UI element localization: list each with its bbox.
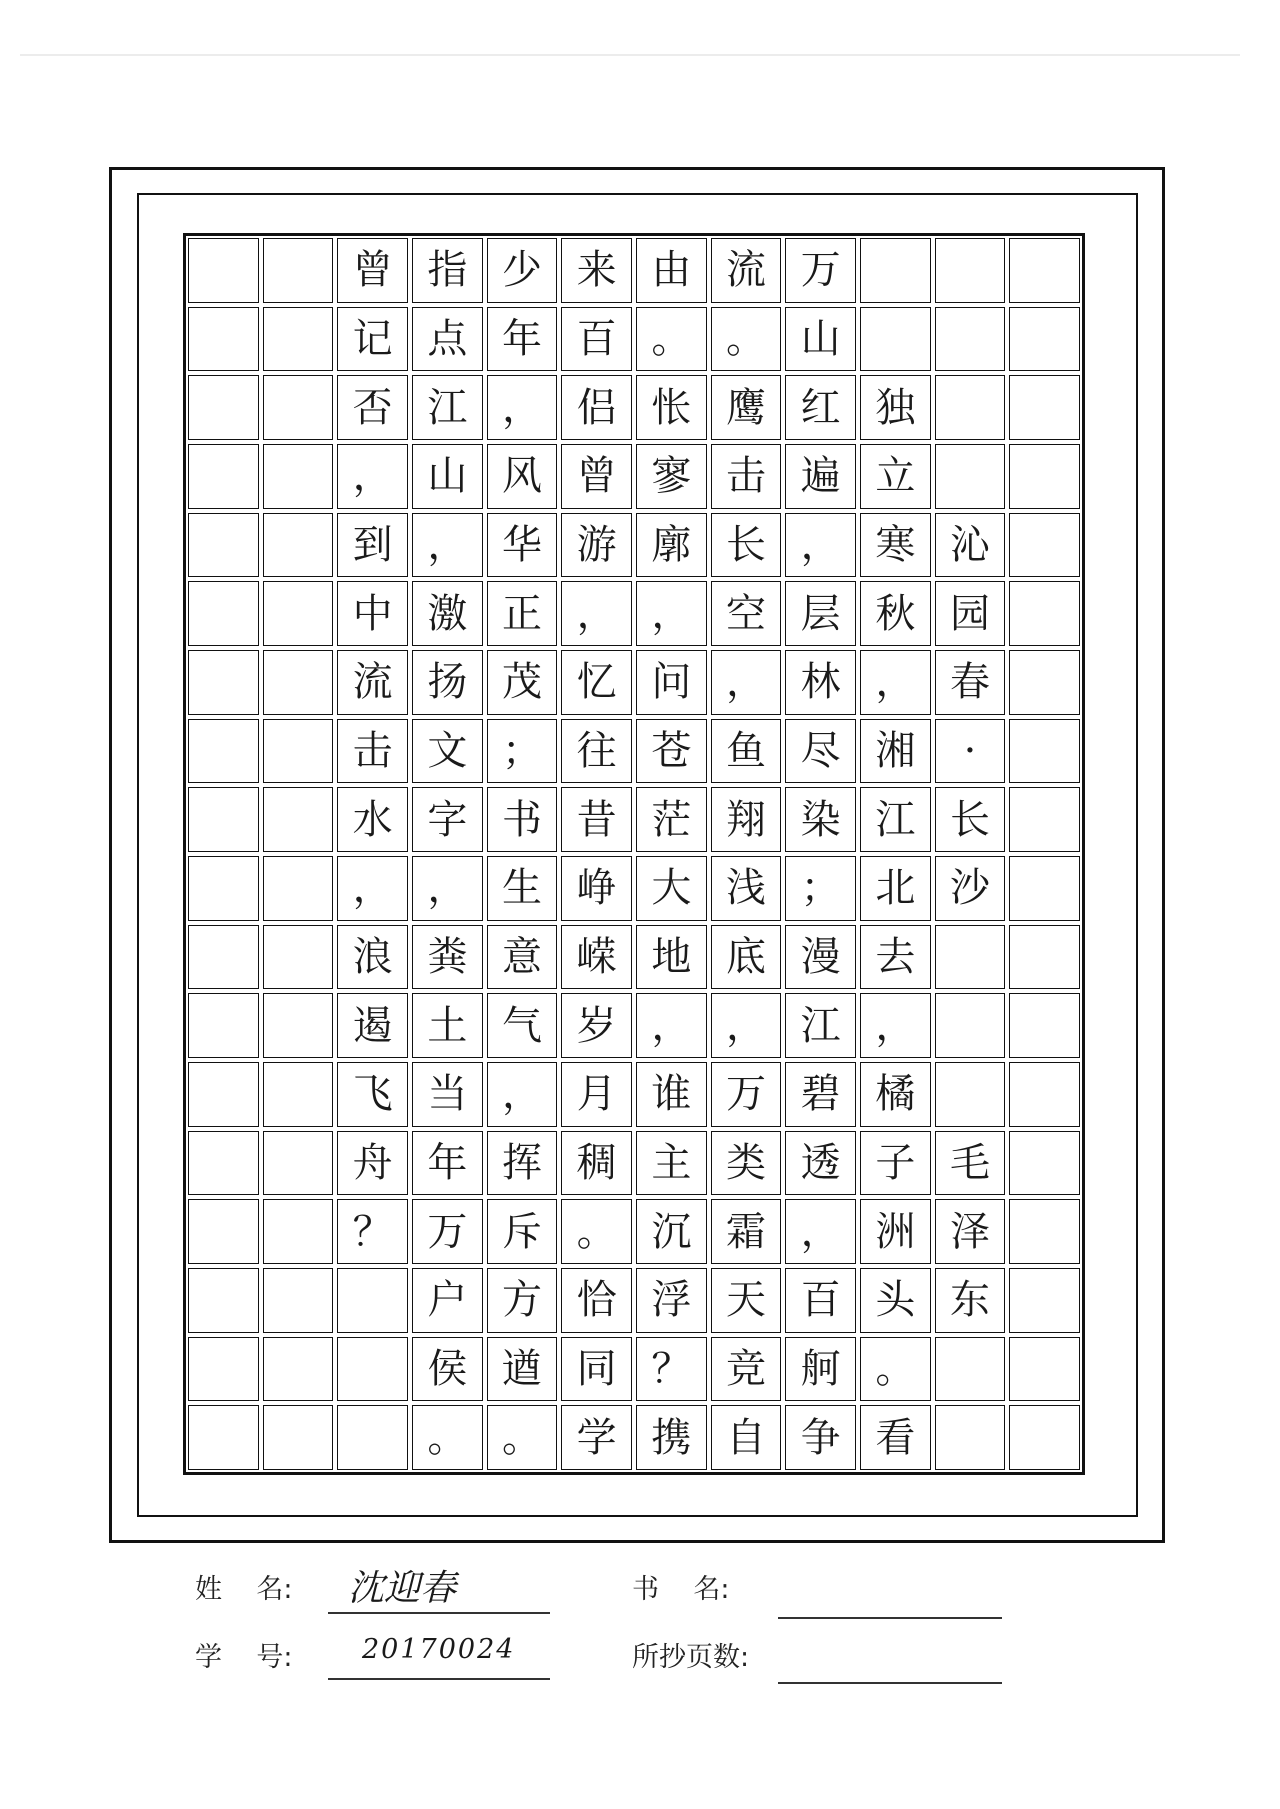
grid-cell: 茫 bbox=[636, 787, 707, 852]
grid-cell: ？ bbox=[636, 1337, 707, 1402]
grid-cell: 沁 bbox=[935, 513, 1006, 578]
grid-cell: 北 bbox=[860, 856, 931, 921]
grid-cell: 流 bbox=[337, 650, 408, 715]
grid-cell: 山 bbox=[785, 307, 856, 372]
grid-cell: 去 bbox=[860, 925, 931, 990]
grid-cell: 浪 bbox=[337, 925, 408, 990]
grid-cell bbox=[263, 993, 334, 1058]
calligraphy-grid bbox=[183, 233, 1085, 1475]
grid-cell: 书 bbox=[487, 787, 558, 852]
grid-cell bbox=[263, 238, 334, 303]
grid-cell: 方 bbox=[487, 1268, 558, 1333]
grid-cell: 由 bbox=[636, 238, 707, 303]
grid-cell bbox=[188, 787, 259, 852]
grid-cell bbox=[935, 375, 1006, 440]
grid-cell: 沙 bbox=[935, 856, 1006, 921]
grid-cell: 土 bbox=[412, 993, 483, 1058]
grid-cell: ， bbox=[785, 513, 856, 578]
grid-cell bbox=[337, 1405, 408, 1470]
name-value: 沈迎春 bbox=[348, 1568, 457, 1609]
grid-cell: ， bbox=[487, 375, 558, 440]
grid-cell bbox=[935, 925, 1006, 990]
grid-cell: 立 bbox=[860, 444, 931, 509]
book-label: 书 名: bbox=[632, 1574, 730, 1605]
grid-cell: 万 bbox=[785, 238, 856, 303]
grid-cell: 来 bbox=[561, 238, 632, 303]
grid-cell: 毛 bbox=[935, 1131, 1006, 1196]
grid-cell: 舟 bbox=[337, 1131, 408, 1196]
grid-cell: 字 bbox=[412, 787, 483, 852]
grid-cell: 到 bbox=[337, 513, 408, 578]
grid-cell: 遍 bbox=[785, 444, 856, 509]
grid-cell bbox=[188, 375, 259, 440]
grid-cell bbox=[263, 787, 334, 852]
grid-cell: 染 bbox=[785, 787, 856, 852]
grid-cell: 稠 bbox=[561, 1131, 632, 1196]
grid-cell: 同 bbox=[561, 1337, 632, 1402]
grid-cell: 橘 bbox=[860, 1062, 931, 1127]
grid-cell: 万 bbox=[711, 1062, 782, 1127]
grid-cell: 。 bbox=[860, 1337, 931, 1402]
grid-cell bbox=[337, 1337, 408, 1402]
grid-cell: 翔 bbox=[711, 787, 782, 852]
grid-cell bbox=[935, 1062, 1006, 1127]
grid-cell: 。 bbox=[711, 307, 782, 372]
grid-cell bbox=[188, 307, 259, 372]
grid-cell bbox=[263, 444, 334, 509]
grid-cell bbox=[188, 581, 259, 646]
grid-cell: 东 bbox=[935, 1268, 1006, 1333]
grid-cell bbox=[263, 513, 334, 578]
grid-cell: ， bbox=[412, 513, 483, 578]
grid-cell bbox=[1009, 856, 1080, 921]
grid-cell: 。 bbox=[412, 1405, 483, 1470]
grid-cell: 。 bbox=[561, 1199, 632, 1264]
grid-cell bbox=[263, 925, 334, 990]
grid-cell bbox=[1009, 1337, 1080, 1402]
grid-cell: 恰 bbox=[561, 1268, 632, 1333]
grid-cell bbox=[188, 1337, 259, 1402]
grid-cell: 挥 bbox=[487, 1131, 558, 1196]
grid-cell: 百 bbox=[785, 1268, 856, 1333]
grid-cell bbox=[1009, 581, 1080, 646]
grid-cell: ， bbox=[785, 1199, 856, 1264]
grid-cell: 地 bbox=[636, 925, 707, 990]
grid-cell: 底 bbox=[711, 925, 782, 990]
grid-cell bbox=[935, 993, 1006, 1058]
grid-cell: 空 bbox=[711, 581, 782, 646]
grid-cell bbox=[1009, 1405, 1080, 1470]
grid-cell bbox=[188, 856, 259, 921]
grid-cell: 学 bbox=[561, 1405, 632, 1470]
grid-cell: 气 bbox=[487, 993, 558, 1058]
grid-cell bbox=[1009, 375, 1080, 440]
grid-cell: 天 bbox=[711, 1268, 782, 1333]
grid-cell: 自 bbox=[711, 1405, 782, 1470]
grid-cell: 激 bbox=[412, 581, 483, 646]
grid-cell: 记 bbox=[337, 307, 408, 372]
grid-cell bbox=[263, 856, 334, 921]
grid-cell: 长 bbox=[711, 513, 782, 578]
grid-cell: 往 bbox=[561, 719, 632, 784]
grid-cell bbox=[935, 444, 1006, 509]
grid-cell bbox=[263, 1268, 334, 1333]
grid-cell: 泽 bbox=[935, 1199, 1006, 1264]
grid-cell bbox=[188, 1131, 259, 1196]
grid-cell bbox=[935, 307, 1006, 372]
grid-cell bbox=[935, 238, 1006, 303]
grid-cell bbox=[1009, 650, 1080, 715]
grid-cell: 文 bbox=[412, 719, 483, 784]
grid-cell: 透 bbox=[785, 1131, 856, 1196]
grid-cell: ？ bbox=[337, 1199, 408, 1264]
grid-cell: 江 bbox=[412, 375, 483, 440]
grid-cell: 指 bbox=[412, 238, 483, 303]
grid-cell bbox=[188, 993, 259, 1058]
grid-cell: 林 bbox=[785, 650, 856, 715]
grid-cell: 秋 bbox=[860, 581, 931, 646]
grid-cell bbox=[188, 1199, 259, 1264]
grid-cell: 竞 bbox=[711, 1337, 782, 1402]
grid-cell: 大 bbox=[636, 856, 707, 921]
grid-cell: 霜 bbox=[711, 1199, 782, 1264]
grid-cell: ， bbox=[711, 650, 782, 715]
grid-cell: 尽 bbox=[785, 719, 856, 784]
grid-cell: 峥 bbox=[561, 856, 632, 921]
grid-cell bbox=[1009, 1062, 1080, 1127]
grid-cell: 茂 bbox=[487, 650, 558, 715]
grid-cell: 正 bbox=[487, 581, 558, 646]
grid-cell: 月 bbox=[561, 1062, 632, 1127]
grid-cell bbox=[263, 581, 334, 646]
grid-cell: 斥 bbox=[487, 1199, 558, 1264]
grid-cell bbox=[263, 650, 334, 715]
grid-cell: ， bbox=[337, 444, 408, 509]
grid-cell: 侣 bbox=[561, 375, 632, 440]
grid-cell: ； bbox=[487, 719, 558, 784]
grid-cell: ， bbox=[636, 581, 707, 646]
grid-cell bbox=[1009, 1131, 1080, 1196]
grid-cell: 鱼 bbox=[711, 719, 782, 784]
grid-cell: 否 bbox=[337, 375, 408, 440]
grid-cell: 洲 bbox=[860, 1199, 931, 1264]
grid-cell: 主 bbox=[636, 1131, 707, 1196]
grid-cell bbox=[188, 650, 259, 715]
grid-cell bbox=[1009, 1199, 1080, 1264]
grid-cell: 水 bbox=[337, 787, 408, 852]
grid-cell: 寥 bbox=[636, 444, 707, 509]
grid-cell: 廓 bbox=[636, 513, 707, 578]
grid-cell: 山 bbox=[412, 444, 483, 509]
grid-cell bbox=[1009, 513, 1080, 578]
pages-field bbox=[778, 1642, 1002, 1684]
grid-cell: 长 bbox=[935, 787, 1006, 852]
grid-cell bbox=[860, 307, 931, 372]
id-label: 学 号: bbox=[195, 1642, 293, 1673]
grid-cell: 携 bbox=[636, 1405, 707, 1470]
grid-cell: 少 bbox=[487, 238, 558, 303]
grid-cell: 曾 bbox=[561, 444, 632, 509]
grid-cell: 争 bbox=[785, 1405, 856, 1470]
grid-cell bbox=[860, 238, 931, 303]
grid-cell: 嵘 bbox=[561, 925, 632, 990]
grid-cell bbox=[188, 1062, 259, 1127]
grid-cell bbox=[263, 1405, 334, 1470]
grid-cell: 浮 bbox=[636, 1268, 707, 1333]
book-field bbox=[778, 1577, 1002, 1619]
grid-cell bbox=[1009, 238, 1080, 303]
grid-cell: 年 bbox=[412, 1131, 483, 1196]
grid-cell: 百 bbox=[561, 307, 632, 372]
grid-cell: 鹰 bbox=[711, 375, 782, 440]
grid-cell: 点 bbox=[412, 307, 483, 372]
grid-cell: 万 bbox=[412, 1199, 483, 1264]
grid-cell: 侯 bbox=[412, 1337, 483, 1402]
grid-cell: 湘 bbox=[860, 719, 931, 784]
grid-cell: ， bbox=[860, 650, 931, 715]
grid-cell: 流 bbox=[711, 238, 782, 303]
grid-cell: 园 bbox=[935, 581, 1006, 646]
grid-cell: 头 bbox=[860, 1268, 931, 1333]
grid-cell: 浅 bbox=[711, 856, 782, 921]
grid-cell bbox=[263, 1131, 334, 1196]
grid-cell: 击 bbox=[337, 719, 408, 784]
id-value: 20170024 bbox=[362, 1634, 516, 1665]
grid-cell: 中 bbox=[337, 581, 408, 646]
grid-cell: 沉 bbox=[636, 1199, 707, 1264]
grid-cell: 遒 bbox=[487, 1337, 558, 1402]
grid-cell: 年 bbox=[487, 307, 558, 372]
grid-cell: 生 bbox=[487, 856, 558, 921]
grid-cell: ， bbox=[860, 993, 931, 1058]
grid-cell bbox=[263, 719, 334, 784]
grid-cell: 户 bbox=[412, 1268, 483, 1333]
grid-cell: 游 bbox=[561, 513, 632, 578]
grid-cell: 遏 bbox=[337, 993, 408, 1058]
grid-cell: 寒 bbox=[860, 513, 931, 578]
grid-cell bbox=[1009, 787, 1080, 852]
grid-cell bbox=[1009, 993, 1080, 1058]
grid-cell bbox=[263, 1337, 334, 1402]
grid-cell: 问 bbox=[636, 650, 707, 715]
grid-cell: 岁 bbox=[561, 993, 632, 1058]
grid-cell: ， bbox=[636, 993, 707, 1058]
grid-cell bbox=[935, 1405, 1006, 1470]
grid-cell: 。 bbox=[487, 1405, 558, 1470]
grid-cell bbox=[935, 1337, 1006, 1402]
grid-cell: 意 bbox=[487, 925, 558, 990]
pages-label: 所抄页数: bbox=[632, 1642, 750, 1673]
grid-cell: ； bbox=[785, 856, 856, 921]
grid-cell: 类 bbox=[711, 1131, 782, 1196]
grid-cell bbox=[263, 307, 334, 372]
grid-cell bbox=[1009, 444, 1080, 509]
grid-cell: 舸 bbox=[785, 1337, 856, 1402]
grid-cell: · bbox=[935, 719, 1006, 784]
grid-cell: 子 bbox=[860, 1131, 931, 1196]
grid-cell: 谁 bbox=[636, 1062, 707, 1127]
grid-cell bbox=[188, 1268, 259, 1333]
grid-cell: 华 bbox=[487, 513, 558, 578]
grid-cell: ， bbox=[487, 1062, 558, 1127]
grid-cell bbox=[188, 513, 259, 578]
grid-cell bbox=[337, 1268, 408, 1333]
grid-cell bbox=[1009, 719, 1080, 784]
grid-cell: ， bbox=[561, 581, 632, 646]
grid-cell: 苍 bbox=[636, 719, 707, 784]
grid-cell: ， bbox=[412, 856, 483, 921]
grid-cell: 层 bbox=[785, 581, 856, 646]
grid-cell: 怅 bbox=[636, 375, 707, 440]
grid-cell: ， bbox=[711, 993, 782, 1058]
grid-cell bbox=[188, 1405, 259, 1470]
grid-cell bbox=[1009, 307, 1080, 372]
grid-cell: 春 bbox=[935, 650, 1006, 715]
grid-cell: 飞 bbox=[337, 1062, 408, 1127]
grid-cell bbox=[263, 1062, 334, 1127]
grid-cell: 。 bbox=[636, 307, 707, 372]
grid-cell: 忆 bbox=[561, 650, 632, 715]
grid-cell: 独 bbox=[860, 375, 931, 440]
grid-cell: 当 bbox=[412, 1062, 483, 1127]
grid-cell: 曾 bbox=[337, 238, 408, 303]
grid-cell bbox=[1009, 925, 1080, 990]
grid-cell bbox=[188, 719, 259, 784]
name-label: 姓 名: bbox=[195, 1574, 293, 1605]
grid-cell: 漫 bbox=[785, 925, 856, 990]
grid-cell: 昔 bbox=[561, 787, 632, 852]
grid-cell: 看 bbox=[860, 1405, 931, 1470]
grid-cell bbox=[1009, 1268, 1080, 1333]
grid-cell bbox=[188, 238, 259, 303]
grid-cell bbox=[188, 925, 259, 990]
grid-cell: 击 bbox=[711, 444, 782, 509]
grid-cell: 江 bbox=[785, 993, 856, 1058]
grid-cell: 碧 bbox=[785, 1062, 856, 1127]
grid-cell: 红 bbox=[785, 375, 856, 440]
grid-cell bbox=[263, 375, 334, 440]
grid-cell bbox=[263, 1199, 334, 1264]
scan-artifact-line bbox=[20, 54, 1240, 56]
grid-cell: ， bbox=[337, 856, 408, 921]
grid-cell bbox=[188, 444, 259, 509]
grid-cell: 扬 bbox=[412, 650, 483, 715]
grid-cell: 风 bbox=[487, 444, 558, 509]
grid-cell: 江 bbox=[860, 787, 931, 852]
grid-cell: 粪 bbox=[412, 925, 483, 990]
